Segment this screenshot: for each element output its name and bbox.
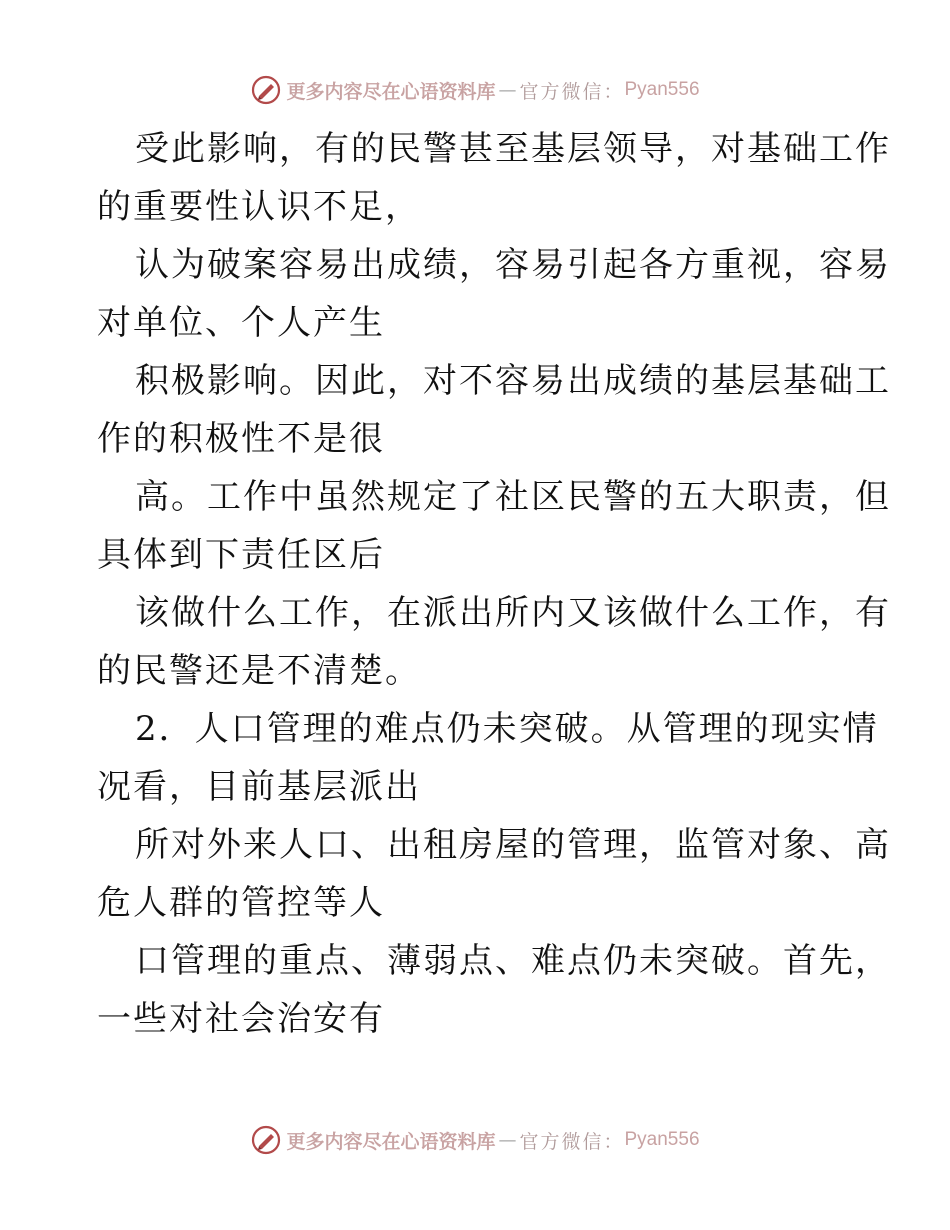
header-watermark bbox=[0, 70, 950, 110]
body-line: 对单位、个人产生 bbox=[97, 303, 385, 343]
body-line: 危人群的管控等人 bbox=[97, 883, 385, 923]
body-line: 具体到下责任区后 bbox=[97, 535, 385, 575]
body-line: 受此影响，有的民警甚至基层领导，对基础工作 bbox=[135, 129, 891, 169]
body-line: 况看，目前基层派出 bbox=[97, 767, 421, 807]
body-line: 积极影响。因此，对不容易出成绩的基层基础工 bbox=[135, 361, 891, 401]
body-line: 一些对社会治安有 bbox=[97, 999, 385, 1039]
body-line: 的重要性认识不足， bbox=[97, 187, 421, 227]
header-official-label: 官方微信： bbox=[519, 80, 625, 103]
body-line: 2．人口管理的难点仍未突破。从管理的现实情 bbox=[135, 709, 879, 749]
footer-brand-text: 更多内容尽在心语资料库 bbox=[286, 1130, 496, 1153]
body-line: 该做什么工作，在派出所内又该做什么工作，有 bbox=[135, 593, 891, 633]
header-dash: — bbox=[498, 79, 517, 101]
body-line: 的民警还是不清楚。 bbox=[97, 651, 421, 691]
pen-logo-icon bbox=[250, 1124, 282, 1156]
pen-logo-icon bbox=[250, 74, 282, 106]
footer-dash: — bbox=[498, 1129, 517, 1151]
body-line: 高。工作中虽然规定了社区民警的五大职责，但 bbox=[135, 477, 891, 517]
header-handle: Pyan556 bbox=[624, 79, 700, 100]
body-line: 口管理的重点、薄弱点、难点仍未突破。首先， bbox=[135, 941, 891, 981]
body-line: 所对外来人口、出租房屋的管理，监管对象、高 bbox=[135, 825, 891, 865]
footer-handle: Pyan556 bbox=[624, 1129, 700, 1150]
document-body bbox=[97, 120, 891, 1048]
body-line: 认为破案容易出成绩，容易引起各方重视，容易 bbox=[135, 245, 891, 285]
body-line: 作的积极性不是很 bbox=[97, 419, 385, 459]
footer-watermark bbox=[0, 1120, 950, 1160]
header-brand-text: 更多内容尽在心语资料库 bbox=[286, 80, 496, 103]
footer-official-label: 官方微信： bbox=[519, 1130, 625, 1153]
